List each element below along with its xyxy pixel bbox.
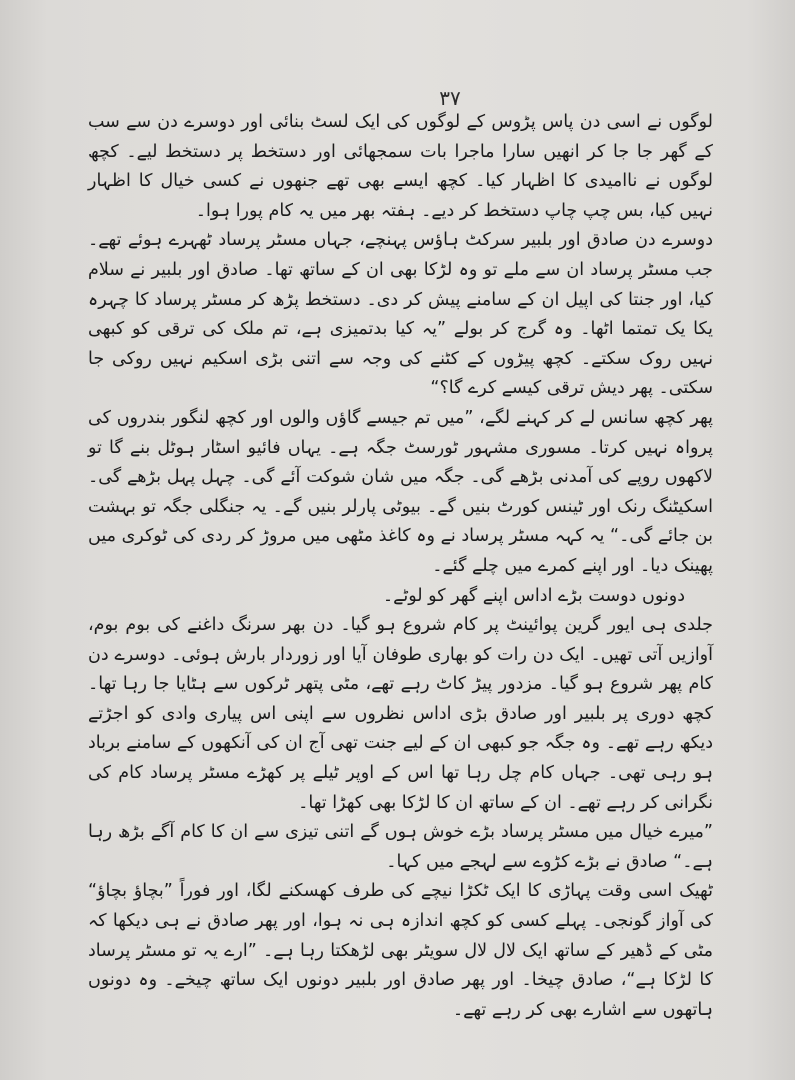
paragraph-5: جلدی ہی ایور گرین پوائینٹ پر کام شروع ہو گیا۔ دن بھر سرنگ داغنے کی بوم بوم، آوازیں آتی تھیں۔ ایک دن رات کو بھاری طوفان آیا اور زوردار بارش ہوئی۔ دوسرے دن کام پھر شروع ہو گیا۔ مزدور پیڑ کاٹ رہے تھے، مٹی پتھر ٹرکوں سے ہٹایا جا رہا تھا۔ کچھ دوری پر بلبیر اور صادق بڑی اداس نظروں سے اپنی اس پیاری وادی کو اجڑتے دیکھ رہے تھے۔ وہ جگہ جو کبھی ان کے لیے جنت تھی آج ان کی آنکھوں کے سامنے برباد ہو رہی تھی۔ جہاں کام چل رہا تھا اس کے اوپر ٹیلے پر کھڑے مسٹر پرساد کام کی نگرانی کر رہے تھے۔ ان کے ساتھ ان کا لڑکا بھی کھڑا تھا۔ [88, 615, 713, 813]
paragraph-7: ٹھیک اسی وقت پہاڑی کا ایک ٹکڑا نیچے کی طرف کھسکنے لگا، اور فوراً ”بچاؤ بچاؤ“ کی آواز گونجی۔ پہلے کسی کو کچھ اندازہ ہی نہ ہوا، اور پھر صادق نے ہی دیکھا کہ مٹی کے ڈھیر کے ساتھ ایک لال لال سویٹر بھی لڑھکتا رہا ہے۔ ”ارے یہ تو مسٹر پرساد کا لڑکا ہے“، صادق چیخا۔ اور پھر صادق اور بلبیر دونوں ایک ساتھ چیخے۔ وہ دونوں ہاتھوں سے اشارے بھی کر رہے تھے۔ [88, 881, 713, 1020]
paragraph-4: دونوں دوست بڑے اداس اپنے گھر کو لوٹے۔ [382, 585, 685, 606]
page-text [88, 108, 713, 1025]
page-number: ۳۷ [439, 86, 461, 110]
paragraph-3: پھر کچھ سانس لے کر کہنے لگے، ”میں تم جیسے گاؤں والوں اور کچھ لنگور بندروں کی پرواہ نہیں کرتا۔ مسوری مشہور ٹورسٹ جگہ ہے۔ یہاں فائیو اسٹار ہوٹل بنے گا تو لاکھوں روپے کی آمدنی بڑھے گی۔ جگہ میں شان شوکت آئے گی۔ چہل پہل بڑھے گی۔ اسکیٹنگ رنک اور ٹینس کورٹ بنیں گے۔ بیوٹی پارلر بنیں گے۔ یہ جنگلی جگہ تو بہشت بن جائے گی۔“ یہ کہہ مسٹر پرساد نے وہ کاغذ مٹھی میں مروڑ کر ردی کی ٹوکری میں پھینک دیا۔ اور اپنے کمرے میں چلے گئے۔ [88, 407, 713, 576]
paragraph-1: لوگوں نے اسی دن پاس پڑوس کے لوگوں کی ایک لسٹ بنائی اور دوسرے دن سے سب کے گھر جا جا کر انھیں سارا ماجرا بات سمجھائی اور دستخط پر دستخط لیے۔ کچھ لوگوں نے ناامیدی کا اظہار کیا۔ کچھ ایسے بھی تھے جنھوں نے کسی خیال کا اظہار نہیں کیا، بس چپ چاپ دستخط کر دیے۔ ہفتہ بھر میں یہ کام پورا ہوا۔ [88, 112, 713, 221]
paragraph-2: دوسرے دن صادق اور بلبیر سرکٹ ہاؤس پہنچے، جہاں مسٹر پرساد ٹھہرے ہوئے تھے۔ جب مسٹر پرساد ان سے ملے تو وہ لڑکا بھی ان کے ساتھ تھا۔ صادق اور بلبیر نے سلام کیا، اور جنتا کی اپیل ان کے سامنے پیش کر دی۔ دستخط پڑھ کر مسٹر پرساد کا چہرہ یکا یک تمتما اٹھا۔ وہ گرج کر بولے ”یہ کیا بدتمیزی ہے، تم ملک کی ترقی کو کبھی نہیں روک سکتے۔ کچھ پیڑوں کے کٹنے کی وجہ سے اتنی بڑی اسکیم نہیں روکی جا سکتی۔ پھر دیش ترقی کیسے کرے گا؟“ [88, 230, 713, 399]
paragraph-6: ”میرے خیال میں مسٹر پرساد بڑے خوش ہوں گے اتنی تیزی سے ان کا کام آگے بڑھ رہا ہے۔“ صادق نے بڑے کڑوے سے لہجے میں کہا۔ [88, 822, 713, 872]
